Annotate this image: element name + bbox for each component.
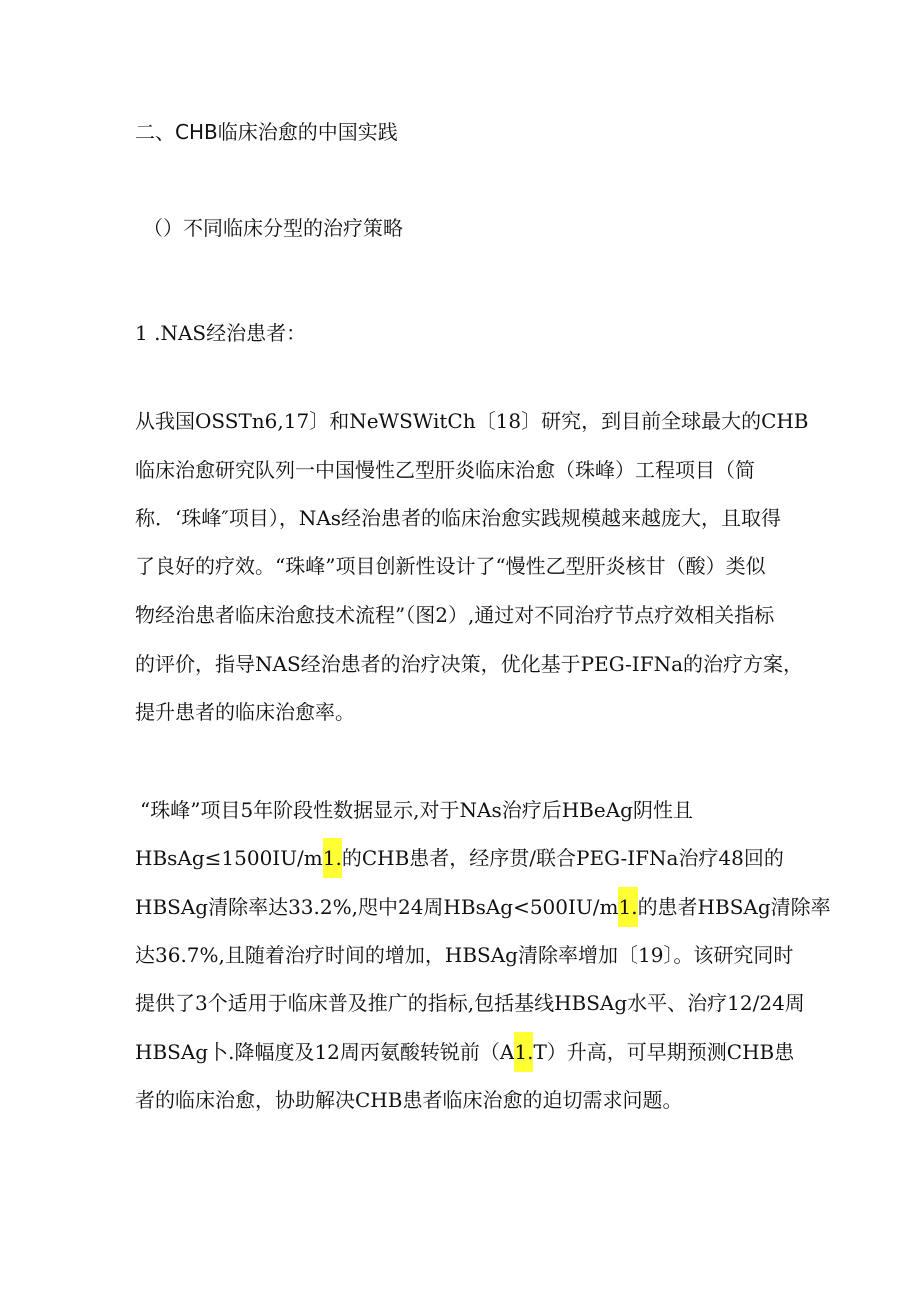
text-run: HBsAg≤1500IU/m (135, 846, 323, 870)
paragraph-line: 提供了3个适用于临床普及推广的指标,包括基线HBSAg水平、治疗12/24周 (135, 991, 805, 1015)
highlighted-text: 1. (618, 887, 637, 927)
item-heading: 1 .NAS经治患者： (135, 321, 307, 345)
paragraph-line: 临床治愈研究队列一中国慢性乙型肝炎临床治愈（珠峰）工程项目（简 (135, 458, 755, 482)
section-heading: 二、CHB临床治愈的中国实践 (135, 120, 398, 144)
text-run: HBSAg清除率达33.2%,咫中24周HBsAg<500IU/m (135, 895, 619, 919)
paragraph-line: 达36.7%,且随着治疗时间的增加，HBSAg清除率增加〔19〕。该研究同时 (135, 943, 794, 967)
paragraph-line: 者的临床治愈，协助解决CHB患者临床治愈的迫切需求问题。 (135, 1088, 683, 1112)
paragraph-line (135, 1037, 794, 1067)
paragraph-line (135, 843, 784, 873)
paragraph-line: 称．‘珠峰″项目），NAs经治患者的临床治愈实践规模越来越庞大，且取得 (135, 506, 782, 530)
text-run: 的CHB患者，经序贯/联合PEG-IFNa治疗48回的 (341, 846, 784, 870)
paragraph-line: 提升患者的临床治愈率。 (135, 700, 355, 724)
paragraph-line (135, 892, 831, 922)
paragraph-line: 的评价，指导NAS经治患者的治疗决策，优化基于PEG-IFNa的治疗方案， (135, 652, 804, 676)
paragraph-line: 从我国OSSTn6,17〕和NeWSWitCh〔18〕研究，到目前全球最大的CHB (135, 409, 809, 433)
paragraph-line: 了良好的疗效。“珠峰”项目创新性设计了“慢性乙型肝炎核甘（酸）类似 (135, 554, 766, 578)
text-run: HBSAg卜.降幅度及12周丙氨酸转锐前（A (135, 1040, 515, 1064)
highlighted-text: 1. (323, 838, 342, 878)
text-run: T）升高，可早期预测CHB患 (533, 1040, 795, 1064)
paragraph-line: 物经治患者临床治愈技术流程”（图2）,通过对不同治疗节点疗效相关指标 (135, 603, 775, 627)
text-run: 的患者HBSAg清除率 (637, 895, 831, 919)
subsection-heading: （）不同临床分型的治疗策略 (143, 216, 403, 240)
highlighted-text: 1. (514, 1032, 533, 1072)
paragraph-line: “珠峰”项目5年阶段性数据显示,对于NAs治疗后HBeAg阴性且 (140, 798, 693, 822)
